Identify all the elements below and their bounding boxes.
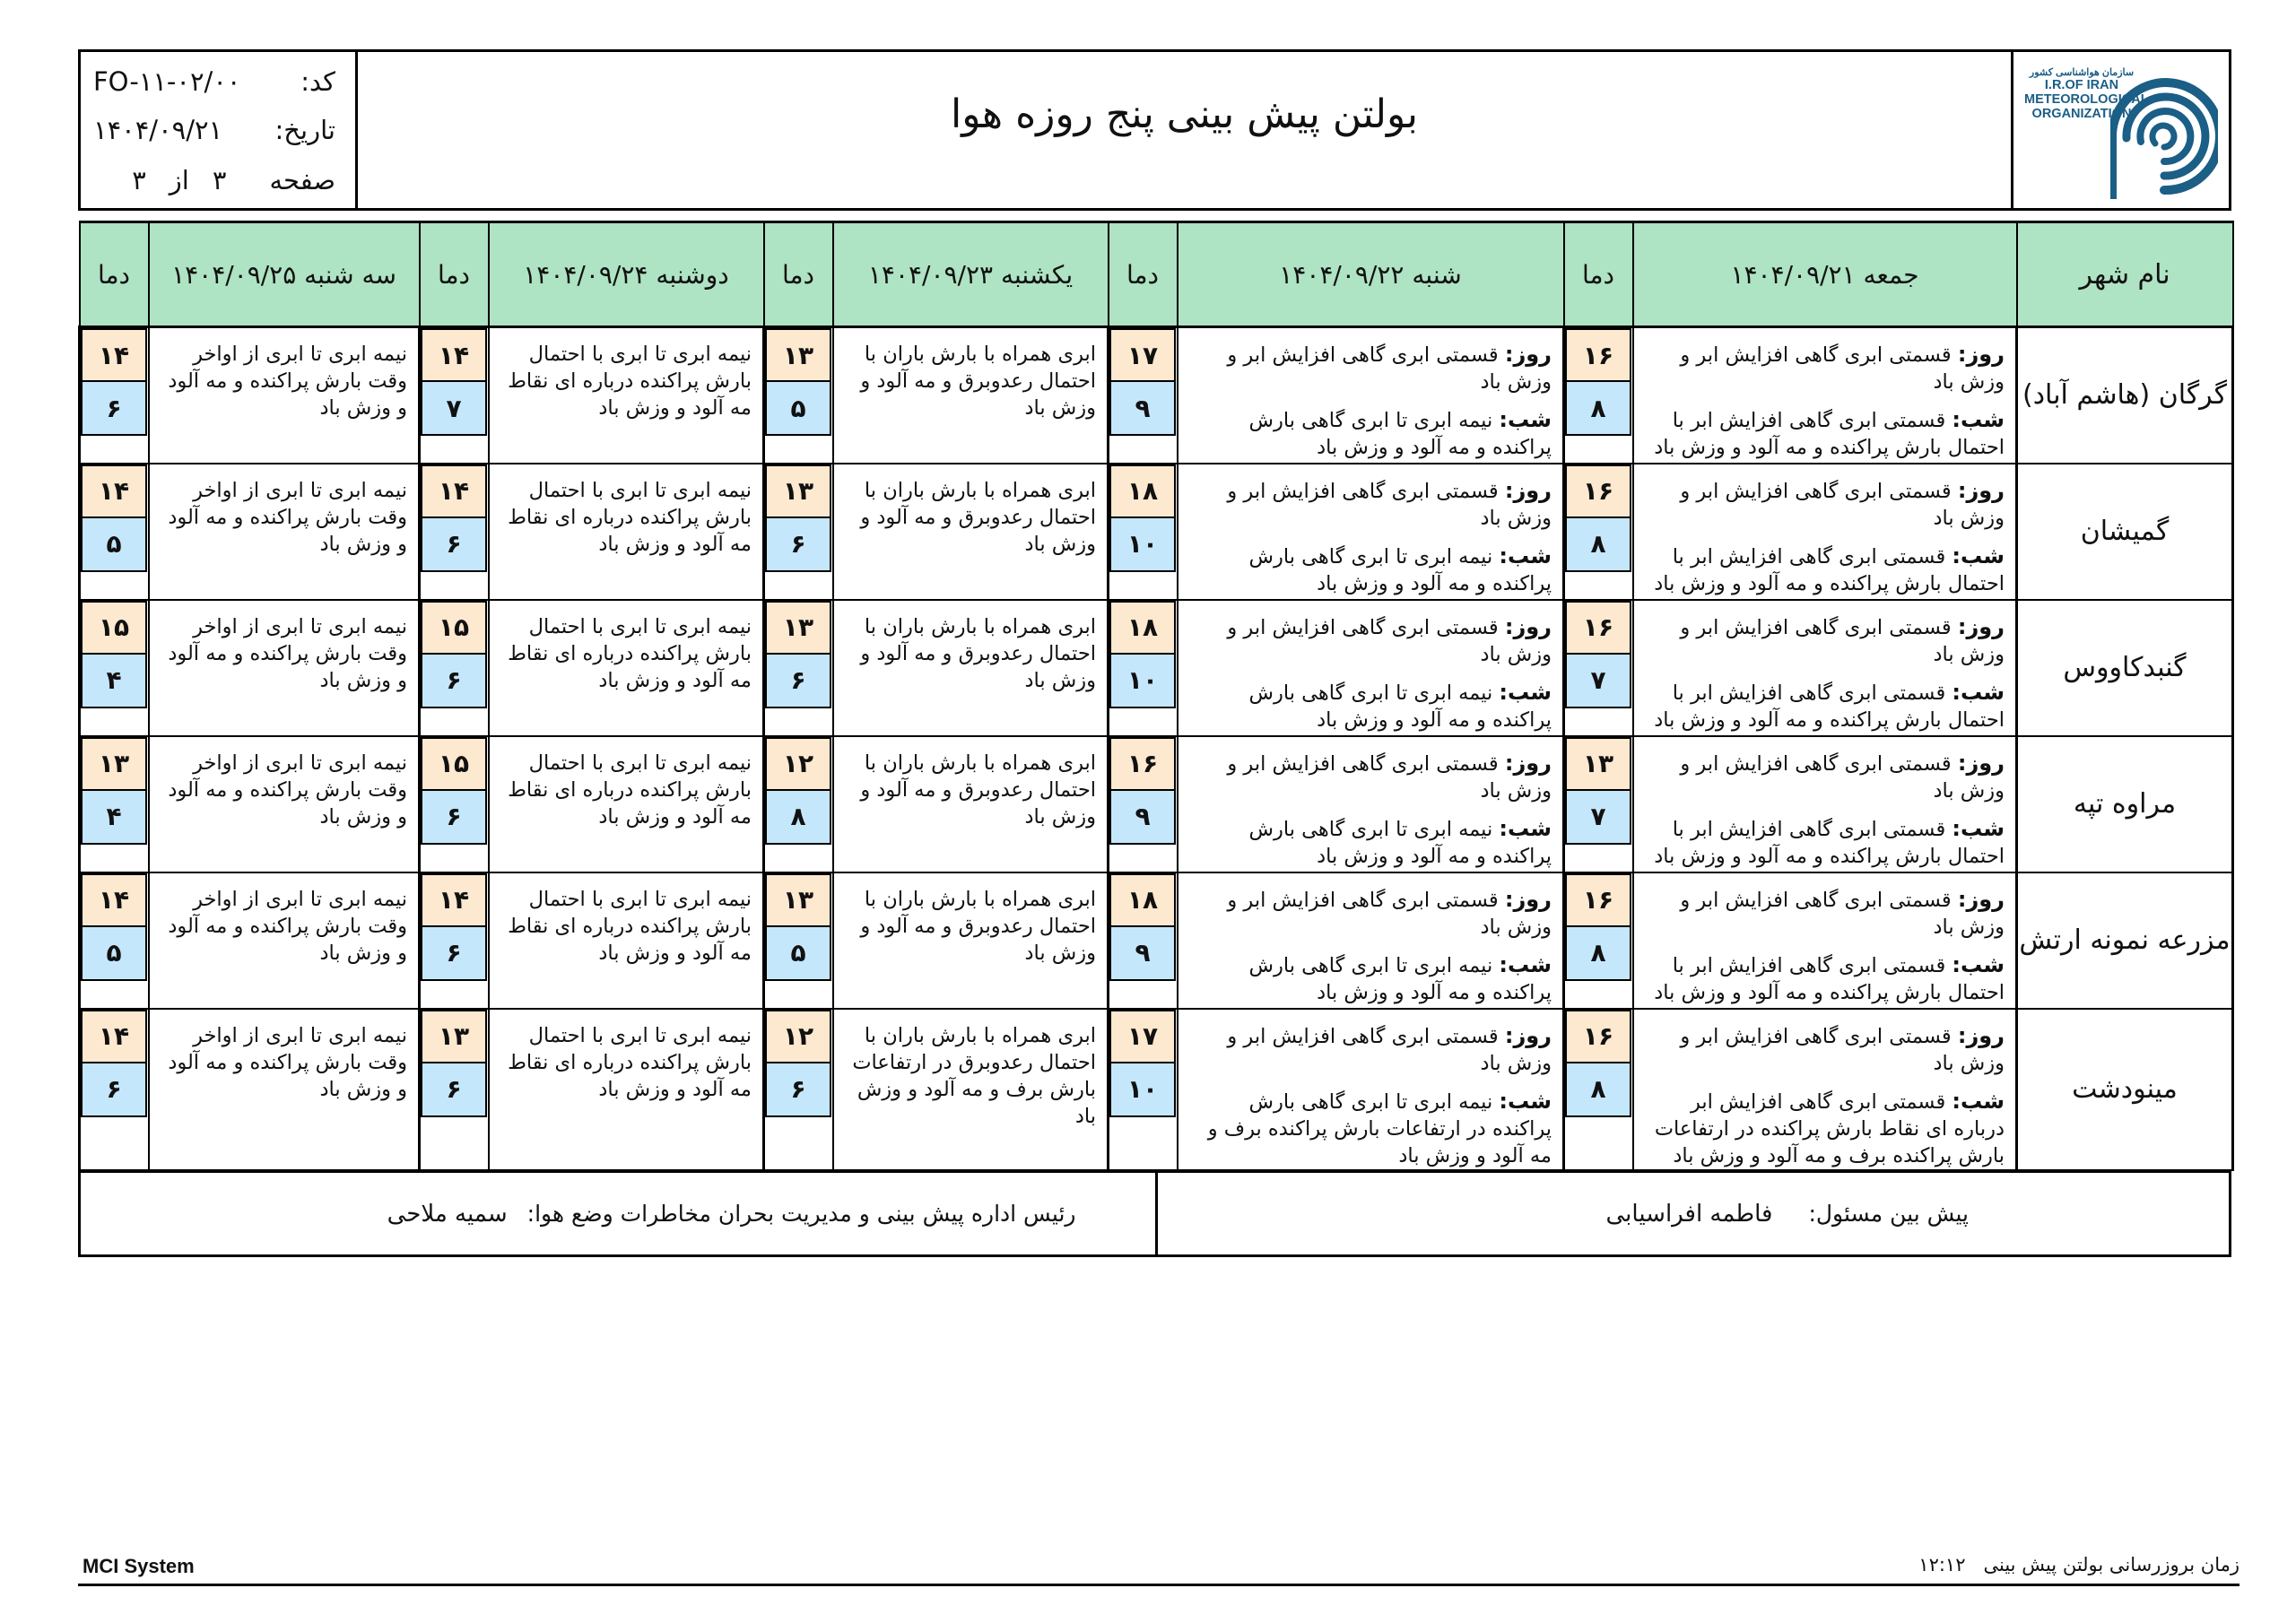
day-label: روز: — [1504, 477, 1552, 503]
night-forecast — [1639, 815, 2005, 870]
temp-column-header: دما — [764, 222, 833, 327]
forecast-description — [489, 872, 764, 1009]
min-temperature: ۶ — [421, 518, 487, 572]
forecast-description — [489, 600, 764, 736]
logo-en-line: I.R.OF IRAN — [2044, 78, 2119, 92]
day-forecast-text: قسمتی ابری گاهی افزایش ابر و وزش باد — [1227, 479, 1552, 530]
day-forecast — [1184, 613, 1552, 668]
code-line — [93, 66, 335, 97]
code-label: کد: — [300, 66, 335, 97]
city-name: مراوه تپه — [2017, 736, 2233, 872]
forecast-description — [489, 464, 764, 600]
max-temperature: ۱۳ — [765, 328, 831, 382]
day-forecast — [1639, 886, 2005, 941]
night-forecast-text: نیمه ابری تا ابری گاهی بارش پراکنده و مه آلود و وزش باد — [1248, 544, 1552, 595]
table-header-row — [80, 222, 2233, 327]
bulletin-header — [78, 49, 2231, 211]
date-value: ۱۴۰۴/۰۹/۲۱ — [93, 115, 223, 145]
head-signature — [81, 1173, 1155, 1254]
forecast-description — [833, 464, 1109, 600]
table-row — [80, 464, 2233, 600]
update-time-line — [1918, 1554, 2239, 1575]
day-forecast — [1184, 886, 1552, 941]
forecast-description — [489, 1009, 764, 1170]
day-label: روز: — [1504, 342, 1552, 367]
head-name: سمیه ملاحی — [387, 1200, 508, 1228]
day-forecast-text: قسمتی ابری گاهی افزایش ابر و وزش باد — [1680, 888, 2005, 939]
night-label: شب: — [1499, 815, 1552, 841]
forecast-description — [489, 327, 764, 464]
temperature-cell — [420, 872, 489, 1009]
forecast-text: ابری همراه با بارش باران با احتمال رعدوبرق و مه آلود و وزش باد — [860, 614, 1096, 692]
forecast-text: نیمه ابری تا ابری با احتمال بارش پراکنده درباره ای نقاط مه آلود و وزش باد — [508, 1023, 752, 1101]
max-temperature: ۱۸ — [1109, 601, 1176, 655]
night-label: شب: — [1499, 1088, 1552, 1114]
max-temperature: ۱۴ — [421, 328, 487, 382]
max-temperature: ۱۲ — [765, 737, 831, 791]
forecast-text: نیمه ابری تا ابری با احتمال بارش پراکنده درباره ای نقاط مه آلود و وزش باد — [508, 887, 752, 965]
forecast-text: نیمه ابری تا ابری از اواخر وقت بارش پراکنده و مه آلود و وزش باد — [168, 751, 407, 829]
city-name: گنبدکاووس — [2017, 600, 2233, 736]
max-temperature: ۱۲ — [765, 1010, 831, 1063]
day-column-header — [149, 222, 420, 327]
night-label: شب: — [1499, 407, 1552, 432]
max-temperature: ۱۴ — [421, 464, 487, 518]
head-label: رئیس اداره پیش بینی و مدیریت بحران مخاطرات وضع هوا: — [526, 1201, 1076, 1227]
temperature-cell — [80, 464, 149, 600]
day-name: جمعه — [1863, 259, 1919, 290]
max-temperature: ۱۶ — [1565, 873, 1631, 927]
day-column-header — [1178, 222, 1564, 327]
forecast-description — [1178, 1009, 1564, 1170]
min-temperature: ۹ — [1109, 927, 1176, 981]
max-temperature: ۱۶ — [1565, 328, 1631, 382]
day-forecast-text: قسمتی ابری گاهی افزایش ابر و وزش باد — [1680, 1024, 2005, 1075]
day-forecast-text: قسمتی ابری گاهی افزایش ابر و وزش باد — [1680, 343, 2005, 394]
night-forecast-text: قسمتی ابری گاهی افزایش ابر با احتمال بارش پراکنده و مه آلود و وزش باد — [1654, 817, 2005, 868]
date-line — [93, 115, 335, 145]
forecaster-signature — [1155, 1173, 2230, 1254]
max-temperature: ۱۸ — [1109, 873, 1176, 927]
night-label: شب: — [1952, 815, 2005, 841]
forecast-description — [1178, 464, 1564, 600]
min-temperature: ۸ — [765, 791, 831, 845]
forecast-description — [1178, 736, 1564, 872]
logo-en-line: METEOROLOGICAL — [2024, 92, 2149, 107]
temperature-cell — [80, 327, 149, 464]
forecast-table — [78, 221, 2234, 1171]
forecast-text: ابری همراه با بارش باران با احتمال رعدوبرق در ارتفاعات بارش برف و مه آلود و وزش باد — [852, 1023, 1096, 1128]
min-temperature: ۱۰ — [1109, 1063, 1176, 1117]
day-date: ۱۴۰۴/۰۹/۲۱ — [1730, 259, 1856, 290]
forecast-text: نیمه ابری تا ابری با احتمال بارش پراکنده درباره ای نقاط مه آلود و وزش باد — [508, 614, 752, 692]
night-label: شب: — [1499, 951, 1552, 977]
max-temperature: ۱۸ — [1109, 464, 1176, 518]
temperature-cell — [1109, 1009, 1178, 1170]
min-temperature: ۸ — [1565, 927, 1631, 981]
table-row — [80, 600, 2233, 736]
day-forecast-text: قسمتی ابری گاهی افزایش ابر و وزش باد — [1227, 751, 1552, 803]
code-value: FO-۱۱-۰۲/۰۰ — [93, 66, 241, 97]
city-name: مینودشت — [2017, 1009, 2233, 1170]
signature-row — [78, 1170, 2231, 1257]
forecast-description — [1633, 600, 2017, 736]
logo-cell — [2011, 52, 2229, 208]
day-forecast-text: قسمتی ابری گاهی افزایش ابر و وزش باد — [1227, 615, 1552, 666]
day-column-header — [833, 222, 1109, 327]
day-label: روز: — [1504, 750, 1552, 776]
day-forecast — [1639, 341, 2005, 395]
update-label: زمان بروزرسانی بولتن پیش بینی — [1983, 1554, 2239, 1575]
page-current: ۳ — [212, 165, 227, 195]
day-forecast — [1639, 1022, 2005, 1077]
forecast-description — [489, 736, 764, 872]
forecaster-name: فاطمه افراسیابی — [1605, 1200, 1773, 1228]
night-label: شب: — [1499, 542, 1552, 568]
city-column-header: نام شهر — [2017, 222, 2233, 327]
forecast-description — [149, 600, 420, 736]
date-label: تاریخ: — [274, 115, 335, 145]
temperature-cell — [764, 872, 833, 1009]
day-column-header — [1633, 222, 2017, 327]
forecast-text: نیمه ابری تا ابری از اواخر وقت بارش پراکنده و مه آلود و وزش باد — [168, 478, 407, 556]
document-meta — [81, 52, 358, 208]
temperature-cell — [80, 736, 149, 872]
min-temperature: ۶ — [765, 655, 831, 708]
day-label: روز: — [1957, 886, 2005, 912]
min-temperature: ۴ — [81, 791, 147, 845]
forecast-description — [833, 872, 1109, 1009]
night-label: شب: — [1499, 679, 1552, 705]
page-line — [93, 165, 335, 195]
day-date: ۱۴۰۴/۰۹/۲۲ — [1279, 259, 1405, 290]
night-forecast-text: نیمه ابری تا ابری گاهی بارش پراکنده و مه آلود و وزش باد — [1248, 681, 1552, 732]
day-name: یکشنبه — [1000, 259, 1074, 290]
forecast-description — [1633, 327, 2017, 464]
night-forecast-text: قسمتی ابری گاهی افزایش ابر با احتمال بارش پراکنده و مه آلود و وزش باد — [1654, 544, 2005, 595]
forecast-description — [1633, 872, 2017, 1009]
temperature-cell — [764, 736, 833, 872]
logo-en-line: ORGANIZATION — [2031, 107, 2132, 121]
min-temperature: ۶ — [81, 1063, 147, 1117]
logo-fa-text: سازمان هواشناسی کشور — [2029, 67, 2135, 78]
max-temperature: ۱۷ — [1109, 1010, 1176, 1063]
min-temperature: ۱۰ — [1109, 655, 1176, 708]
temperature-cell — [80, 600, 149, 736]
temperature-cell — [1564, 464, 1633, 600]
forecast-description — [149, 872, 420, 1009]
night-forecast-text: قسمتی ابری گاهی افزایش ابر درباره ای نقاط بارش پراکنده در ارتفاعات بارش پراکنده برف و مه آلود و وزش باد — [1654, 1089, 2005, 1167]
temperature-cell — [764, 1009, 833, 1170]
max-temperature: ۱۶ — [1109, 737, 1176, 791]
temperature-cell — [1564, 736, 1633, 872]
footer-rule — [78, 1584, 2239, 1586]
city-name: گمیشان — [2017, 464, 2233, 600]
min-temperature: ۶ — [421, 655, 487, 708]
forecast-text: نیمه ابری تا ابری با احتمال بارش پراکنده درباره ای نقاط مه آلود و وزش باد — [508, 751, 752, 829]
day-column-header — [489, 222, 764, 327]
temperature-cell — [1109, 736, 1178, 872]
forecast-description — [149, 464, 420, 600]
min-temperature: ۶ — [421, 1063, 487, 1117]
temperature-cell — [420, 1009, 489, 1170]
night-forecast — [1639, 679, 2005, 733]
forecast-table-wrapper — [78, 221, 2231, 1167]
temperature-cell — [420, 464, 489, 600]
forecaster-label: پیش بین مسئول: — [1808, 1201, 1969, 1227]
temperature-cell — [1564, 600, 1633, 736]
forecast-description — [149, 1009, 420, 1170]
forecast-description — [1633, 464, 2017, 600]
city-name: مزرعه نمونه ارتش — [2017, 872, 2233, 1009]
min-temperature: ۶ — [765, 518, 831, 572]
min-temperature: ۸ — [1565, 518, 1631, 572]
table-row — [80, 736, 2233, 872]
page-of: از — [169, 165, 189, 195]
day-forecast — [1184, 477, 1552, 532]
min-temperature: ۵ — [81, 927, 147, 981]
temperature-cell — [80, 1009, 149, 1170]
night-label: شب: — [1952, 407, 2005, 432]
forecast-text: ابری همراه با بارش باران با احتمال رعدوبرق و مه آلود و وزش باد — [860, 751, 1096, 829]
max-temperature: ۱۳ — [765, 601, 831, 655]
max-temperature: ۱۳ — [81, 737, 147, 791]
night-forecast — [1639, 1088, 2005, 1169]
max-temperature: ۱۳ — [421, 1010, 487, 1063]
night-forecast — [1184, 679, 1552, 733]
temperature-cell — [764, 327, 833, 464]
day-forecast-text: قسمتی ابری گاهی افزایش ابر و وزش باد — [1680, 751, 2005, 803]
forecast-description — [1633, 736, 2017, 872]
night-label: شب: — [1952, 951, 2005, 977]
forecast-description — [833, 736, 1109, 872]
night-forecast — [1184, 1088, 1552, 1169]
forecast-description — [1178, 600, 1564, 736]
page-label: صفحه — [269, 165, 335, 195]
min-temperature: ۷ — [1565, 791, 1631, 845]
day-forecast — [1184, 1022, 1552, 1077]
min-temperature: ۷ — [1565, 655, 1631, 708]
min-temperature: ۹ — [1109, 791, 1176, 845]
night-forecast-text: قسمتی ابری گاهی افزایش ابر با احتمال بارش پراکنده و مه آلود و وزش باد — [1654, 681, 2005, 732]
max-temperature: ۱۴ — [81, 1010, 147, 1063]
temperature-cell — [1564, 327, 1633, 464]
min-temperature: ۷ — [421, 382, 487, 436]
min-temperature: ۸ — [1565, 1063, 1631, 1117]
max-temperature: ۱۵ — [421, 737, 487, 791]
day-name: دوشنبه — [656, 259, 729, 290]
table-row — [80, 327, 2233, 464]
forecast-description — [149, 736, 420, 872]
table-row — [80, 872, 2233, 1009]
day-forecast — [1184, 750, 1552, 804]
night-forecast — [1184, 951, 1552, 1006]
day-date: ۱۴۰۴/۰۹/۲۴ — [523, 259, 648, 290]
max-temperature: ۱۴ — [81, 464, 147, 518]
night-forecast — [1184, 406, 1552, 461]
day-forecast — [1639, 750, 2005, 804]
max-temperature: ۱۳ — [765, 464, 831, 518]
min-temperature: ۵ — [81, 518, 147, 572]
day-name: سه شنبه — [304, 259, 396, 290]
temperature-cell — [420, 736, 489, 872]
day-label: روز: — [1957, 342, 2005, 367]
day-label: روز: — [1957, 750, 2005, 776]
forecast-text: نیمه ابری تا ابری از اواخر وقت بارش پراکنده و مه آلود و وزش باد — [168, 614, 407, 692]
forecast-description — [1633, 1009, 2017, 1170]
temperature-cell — [420, 600, 489, 736]
day-label: روز: — [1957, 1022, 2005, 1048]
max-temperature: ۱۳ — [1565, 737, 1631, 791]
max-temperature: ۱۷ — [1109, 328, 1176, 382]
logo-text — [2024, 66, 2149, 121]
day-label: روز: — [1504, 613, 1552, 639]
night-forecast — [1639, 542, 2005, 597]
day-date: ۱۴۰۴/۰۹/۲۵ — [171, 259, 297, 290]
max-temperature: ۱۴ — [81, 873, 147, 927]
night-forecast-text: نیمه ابری تا ابری گاهی بارش پراکنده و مه آلود و وزش باد — [1248, 409, 1552, 459]
forecast-text: ابری همراه با بارش باران با احتمال رعدوبرق و مه آلود و وزش باد — [860, 478, 1096, 556]
table-row — [80, 1009, 2233, 1170]
forecast-text: نیمه ابری تا ابری از اواخر وقت بارش پراکنده و مه آلود و وزش باد — [168, 343, 407, 420]
temperature-cell — [1109, 464, 1178, 600]
forecast-text: ابری همراه با بارش باران با احتمال رعدوبرق و مه آلود و وزش باد — [860, 343, 1096, 420]
city-name: گرگان (هاشم آباد) — [2017, 327, 2233, 464]
max-temperature: ۱۵ — [421, 601, 487, 655]
day-name: شنبه — [1412, 259, 1462, 290]
forecast-description — [833, 327, 1109, 464]
forecast-text: نیمه ابری تا ابری با احتمال بارش پراکنده درباره ای نقاط مه آلود و وزش باد — [508, 343, 752, 420]
temp-column-header: دما — [420, 222, 489, 327]
temperature-cell — [1109, 327, 1178, 464]
min-temperature: ۸ — [1565, 382, 1631, 436]
temperature-cell — [1564, 1009, 1633, 1170]
night-forecast — [1184, 542, 1552, 597]
forecast-description — [1178, 872, 1564, 1009]
forecast-description — [149, 327, 420, 464]
page-total: ۳ — [132, 165, 146, 195]
day-forecast — [1184, 341, 1552, 395]
day-date: ۱۴۰۴/۰۹/۲۳ — [867, 259, 994, 290]
max-temperature: ۱۶ — [1565, 464, 1631, 518]
max-temperature: ۱۶ — [1565, 601, 1631, 655]
night-label: شب: — [1952, 542, 2005, 568]
night-forecast-text: نیمه ابری تا ابری گاهی بارش پراکنده و مه آلود و وزش باد — [1248, 817, 1552, 868]
day-label: روز: — [1504, 1022, 1552, 1048]
day-forecast-text: قسمتی ابری گاهی افزایش ابر و وزش باد — [1680, 479, 2005, 530]
temp-column-header: دما — [1564, 222, 1633, 327]
night-forecast — [1639, 406, 2005, 461]
temperature-cell — [80, 872, 149, 1009]
min-temperature: ۶ — [421, 927, 487, 981]
night-label: شب: — [1952, 1088, 2005, 1114]
update-time: ۱۲:۱۲ — [1918, 1554, 1966, 1575]
temperature-cell — [764, 464, 833, 600]
day-label: روز: — [1957, 613, 2005, 639]
day-forecast-text: قسمتی ابری گاهی افزایش ابر و وزش باد — [1227, 1024, 1552, 1075]
night-forecast-text: قسمتی ابری گاهی افزایش ابر با احتمال بارش پراکنده و مه آلود و وزش باد — [1654, 953, 2005, 1004]
min-temperature: ۱۰ — [1109, 518, 1176, 572]
min-temperature: ۶ — [81, 382, 147, 436]
temperature-cell — [420, 327, 489, 464]
min-temperature: ۶ — [421, 791, 487, 845]
night-forecast — [1184, 815, 1552, 870]
forecast-text: نیمه ابری تا ابری از اواخر وقت بارش پراکنده و مه آلود و وزش باد — [168, 1023, 407, 1101]
temperature-cell — [1564, 872, 1633, 1009]
bulletin-title: بولتن پیش بینی پنج روزه هوا — [950, 91, 1419, 137]
min-temperature: ۴ — [81, 655, 147, 708]
max-temperature: ۱۴ — [421, 873, 487, 927]
night-forecast-text: قسمتی ابری گاهی افزایش ابر با احتمال بارش پراکنده و مه آلود و وزش باد — [1654, 409, 2005, 459]
day-forecast-text: قسمتی ابری گاهی افزایش ابر و وزش باد — [1227, 343, 1552, 394]
day-forecast — [1639, 477, 2005, 532]
max-temperature: ۱۴ — [81, 328, 147, 382]
min-temperature: ۵ — [765, 382, 831, 436]
forecast-text: ابری همراه با بارش باران با احتمال رعدوبرق و مه آلود و وزش باد — [860, 887, 1096, 965]
min-temperature: ۵ — [765, 927, 831, 981]
night-forecast — [1639, 951, 2005, 1006]
min-temperature: ۶ — [765, 1063, 831, 1117]
day-label: روز: — [1504, 886, 1552, 912]
temp-column-header: دما — [1109, 222, 1178, 327]
night-label: شب: — [1952, 679, 2005, 705]
temperature-cell — [1109, 600, 1178, 736]
max-temperature: ۱۵ — [81, 601, 147, 655]
night-forecast-text: نیمه ابری تا ابری گاهی بارش پراکنده در ارتفاعات بارش پراکنده برف و مه آلود و وزش باد — [1207, 1089, 1552, 1167]
temp-column-header: دما — [80, 222, 149, 327]
day-forecast-text: قسمتی ابری گاهی افزایش ابر و وزش باد — [1227, 888, 1552, 939]
day-label: روز: — [1957, 477, 2005, 503]
forecast-description — [833, 1009, 1109, 1170]
temperature-cell — [1109, 872, 1178, 1009]
forecast-text: نیمه ابری تا ابری از اواخر وقت بارش پراکنده و مه آلود و وزش باد — [168, 887, 407, 965]
min-temperature: ۹ — [1109, 382, 1176, 436]
forecast-table-body — [80, 327, 2233, 1170]
forecast-description — [1178, 327, 1564, 464]
day-forecast — [1639, 613, 2005, 668]
temperature-cell — [764, 600, 833, 736]
day-forecast-text: قسمتی ابری گاهی افزایش ابر و وزش باد — [1680, 615, 2005, 666]
night-forecast-text: نیمه ابری تا ابری گاهی بارش پراکنده و مه آلود و وزش باد — [1248, 953, 1552, 1004]
max-temperature: ۱۶ — [1565, 1010, 1631, 1063]
forecast-description — [833, 600, 1109, 736]
max-temperature: ۱۳ — [765, 873, 831, 927]
forecast-text: نیمه ابری تا ابری با احتمال بارش پراکنده درباره ای نقاط مه آلود و وزش باد — [508, 478, 752, 556]
system-name: MCI System — [83, 1555, 195, 1577]
